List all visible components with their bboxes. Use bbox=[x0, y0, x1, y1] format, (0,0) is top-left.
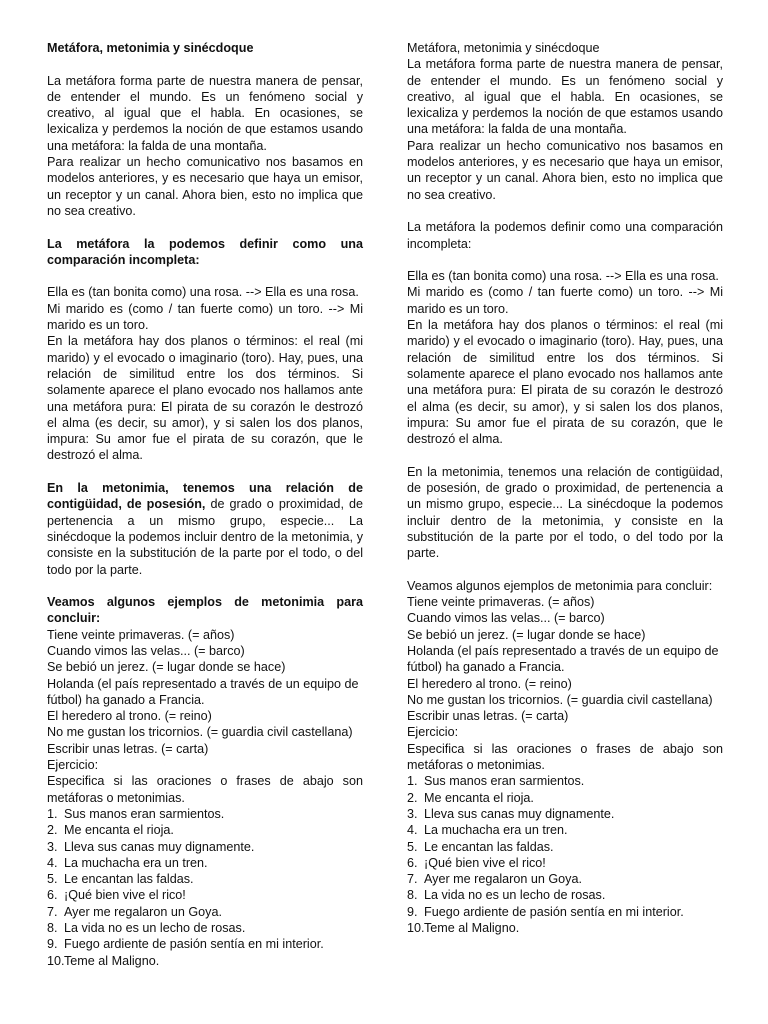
left-example-2: Mi marido es (como / tan fuerte como) un toro. --> Mi marido es un toro. bbox=[47, 301, 363, 333]
list-item bbox=[407, 839, 723, 855]
list-item: Tiene veinte primaveras. (= años) bbox=[407, 595, 595, 610]
item-number: 1. bbox=[47, 806, 58, 821]
list-item: Holanda (el país representado a través de un equipo de fútbol) ha ganado a Francia. bbox=[47, 676, 359, 707]
list-item bbox=[47, 920, 363, 936]
left-paragraph-4: En la metáfora hay dos planos o términos: el real (mi marido) y el evocado o imaginario (toro). Hay, pues, una relación de similitud entre los dos términos. Si solamente aparece el plano evocado nos hallamos ante una metáfora pura: El pirata de su corazón le destrozó el alma (es decir, su amor), y si salen los dos planos, impura: Su amor fue el pirata de su corazón, que le destrozó el alma. bbox=[47, 334, 363, 463]
item-number: 6. bbox=[47, 888, 58, 903]
item-number: 5. bbox=[47, 872, 58, 887]
item-text: Me encanta el rioja. bbox=[64, 823, 174, 838]
right-paragraph-5: En la metonimia, tenemos una relación de contigüidad, de posesión, de grado o proximidad, de pertenencia a un mismo grupo, especie... La sinécdoque la podemos incluir dentro de la metonimia, y consiste en la substitución de la parte por el todo, o del todo por la parte. bbox=[407, 464, 723, 561]
list-item bbox=[407, 790, 723, 806]
item-text: Fuego ardiente de pasión sentía en mi interior. bbox=[424, 904, 684, 919]
item-text: Ayer me regalaron un Goya. bbox=[64, 904, 222, 919]
item-text: Ayer me regalaron un Goya. bbox=[424, 872, 582, 887]
list-item bbox=[407, 822, 723, 838]
left-example-list bbox=[47, 627, 363, 757]
list-item: Holanda (el país representado a través de un equipo de fútbol) ha ganado a Francia. bbox=[407, 643, 719, 675]
right-column bbox=[407, 40, 723, 936]
left-column bbox=[47, 40, 363, 969]
item-text: ¡Qué bien vive el rico! bbox=[64, 888, 186, 903]
item-number: 10. bbox=[407, 921, 425, 936]
list-item bbox=[47, 904, 363, 920]
right-paragraph-1: La metáfora forma parte de nuestra manera de pensar, de entender el mundo. Es un fenómeno social y creativo, al igual que el habla. En ocasiones, se lexicaliza y perdemos la noción de que estamos usando una metáfora: la falda de una montaña. bbox=[407, 57, 723, 137]
list-item bbox=[407, 904, 723, 920]
list-item: Se bebió un jerez. (= lugar donde se hace) bbox=[407, 627, 646, 642]
item-number: 3. bbox=[47, 839, 58, 854]
list-item bbox=[407, 920, 723, 936]
right-title: Metáfora, metonimia y sinécdoque bbox=[407, 41, 600, 55]
list-item: Se bebió un jerez. (= lugar donde se hace) bbox=[47, 660, 286, 675]
left-ejercicio-label: Ejercicio: bbox=[47, 758, 99, 773]
item-number: 9. bbox=[47, 937, 58, 952]
item-number: 6. bbox=[407, 855, 418, 870]
item-text: Le encantan las faldas. bbox=[424, 839, 554, 854]
right-exercise-list bbox=[407, 773, 723, 936]
left-paragraph-3: La metáfora la podemos definir como una comparación incompleta: bbox=[47, 236, 363, 267]
item-text: La muchacha era un tren. bbox=[424, 823, 568, 838]
list-item bbox=[47, 855, 363, 871]
left-instruction: Especifica si las oraciones o frases de abajo son metáforas o metonimias. bbox=[47, 774, 363, 805]
item-text: Lleva sus canas muy dignamente. bbox=[64, 839, 255, 854]
list-item bbox=[47, 887, 363, 903]
item-text: Lleva sus canas muy dignamente. bbox=[424, 806, 615, 821]
list-item bbox=[47, 953, 363, 969]
item-text: Teme al Maligno. bbox=[424, 921, 520, 936]
list-item: El heredero al trono. (= reino) bbox=[47, 709, 212, 724]
item-number: 4. bbox=[47, 855, 58, 870]
item-number: 8. bbox=[47, 921, 58, 936]
list-item: No me gustan los tricornios. (= guardia civil castellana) bbox=[47, 725, 353, 740]
item-number: 9. bbox=[407, 904, 418, 919]
item-number: 1. bbox=[407, 774, 418, 789]
list-item bbox=[47, 839, 363, 855]
left-paragraph-1: La metáfora forma parte de nuestra manera de pensar, de entender el mundo. Es un fenómeno social y creativo, al igual que el habla. En ocasiones, se lexicaliza y perdemos la noción de que estamos usando una metáfora: la falda de una montaña. bbox=[47, 73, 363, 153]
right-paragraph-3: La metáfora la podemos definir como una comparación incompleta: bbox=[407, 220, 723, 251]
left-example-1: Ella es (tan bonita como) una rosa. --> Ella es una rosa. bbox=[47, 285, 359, 300]
list-item bbox=[407, 806, 723, 822]
item-number: 2. bbox=[407, 790, 418, 805]
right-paragraph-6: Veamos algunos ejemplos de metonimia para concluir: bbox=[407, 578, 713, 593]
item-text: Sus manos eran sarmientos. bbox=[64, 806, 225, 821]
item-text: Teme al Maligno. bbox=[64, 953, 160, 968]
list-item bbox=[407, 773, 723, 789]
item-number: 7. bbox=[407, 872, 418, 887]
right-paragraph-4: En la metáfora hay dos planos o términos: el real (mi marido) y el evocado o imaginario (toro). Hay, pues, una relación de similitud entre los dos términos. Si solamente aparece el plano evocado nos hallamos ante una metáfora pura: El pirata de su corazón le destrozó el alma (es decir, su amor), y si salen los dos planos, impura: Su amor fue el pirata de su corazón, que le destrozó el alma. bbox=[407, 318, 723, 447]
right-instruction: Especifica si las oraciones o frases de abajo son metáforas o metonimias. bbox=[407, 741, 723, 773]
item-text: La vida no es un lecho de rosas. bbox=[424, 888, 606, 903]
item-text: La vida no es un lecho de rosas. bbox=[64, 921, 246, 936]
list-item bbox=[47, 806, 363, 822]
right-paragraph-2: Para realizar un hecho comunicativo nos basamos en modelos anteriores, y es necesario que haya un emisor, un receptor y un canal. Ahora bien, esto no implica que no sea creativo. bbox=[407, 138, 723, 202]
list-item bbox=[47, 871, 363, 887]
list-item: Escribir unas letras. (= carta) bbox=[407, 709, 569, 724]
list-item: No me gustan los tricornios. (= guardia civil castellana) bbox=[407, 692, 713, 707]
list-item: Escribir unas letras. (= carta) bbox=[47, 741, 209, 756]
list-item bbox=[407, 871, 723, 887]
item-text: La muchacha era un tren. bbox=[64, 855, 208, 870]
left-paragraph-6: Veamos algunos ejemplos de metonimia para concluir: bbox=[47, 595, 363, 626]
left-paragraph-5-rest: de grado o proximidad, de pertenencia a un mismo grupo, especie... La sinécdoque la podemos incluir dentro de la metonimia, y consiste en la substitución de la parte por el todo, o del todo por la parte. bbox=[47, 497, 363, 577]
item-number: 10. bbox=[47, 953, 65, 968]
item-number: 2. bbox=[47, 823, 58, 838]
right-ejercicio-label: Ejercicio: bbox=[407, 725, 459, 740]
item-text: Le encantan las faldas. bbox=[64, 872, 194, 887]
item-number: 5. bbox=[407, 839, 418, 854]
list-item: El heredero al trono. (= reino) bbox=[407, 676, 572, 691]
list-item: Cuando vimos las velas... (= barco) bbox=[47, 643, 245, 658]
item-number: 7. bbox=[47, 904, 58, 919]
list-item: Tiene veinte primaveras. (= años) bbox=[47, 627, 235, 642]
item-text: Me encanta el rioja. bbox=[424, 790, 534, 805]
item-text: Fuego ardiente de pasión sentía en mi interior. bbox=[64, 937, 324, 952]
list-item bbox=[47, 936, 363, 952]
item-number: 8. bbox=[407, 888, 418, 903]
item-number: 4. bbox=[407, 823, 418, 838]
item-number: 3. bbox=[407, 806, 418, 821]
left-paragraph-5 bbox=[47, 480, 363, 578]
left-title: Metáfora, metonimia y sinécdoque bbox=[47, 41, 254, 55]
list-item bbox=[47, 822, 363, 838]
left-paragraph-2: Para realizar un hecho comunicativo nos basamos en modelos anteriores, y es necesario que haya un emisor, un receptor y un canal. Ahora bien, esto no implica que no sea creativo. bbox=[47, 155, 363, 218]
right-example-list bbox=[407, 594, 723, 724]
list-item bbox=[407, 855, 723, 871]
left-paragraph-5-bold: En la metonimia, tenemos una relación de contigüidad, de posesión, bbox=[47, 481, 363, 512]
right-example-1: Ella es (tan bonita como) una rosa. --> Ella es una rosa. bbox=[407, 269, 719, 284]
item-text: Sus manos eran sarmientos. bbox=[424, 774, 585, 789]
list-item bbox=[407, 887, 723, 903]
right-example-2: Mi marido es (como / tan fuerte como) un toro. --> Mi marido es un toro. bbox=[407, 285, 723, 316]
item-text: ¡Qué bien vive el rico! bbox=[424, 855, 546, 870]
left-exercise-list bbox=[47, 806, 363, 969]
list-item: Cuando vimos las velas... (= barco) bbox=[407, 611, 605, 626]
